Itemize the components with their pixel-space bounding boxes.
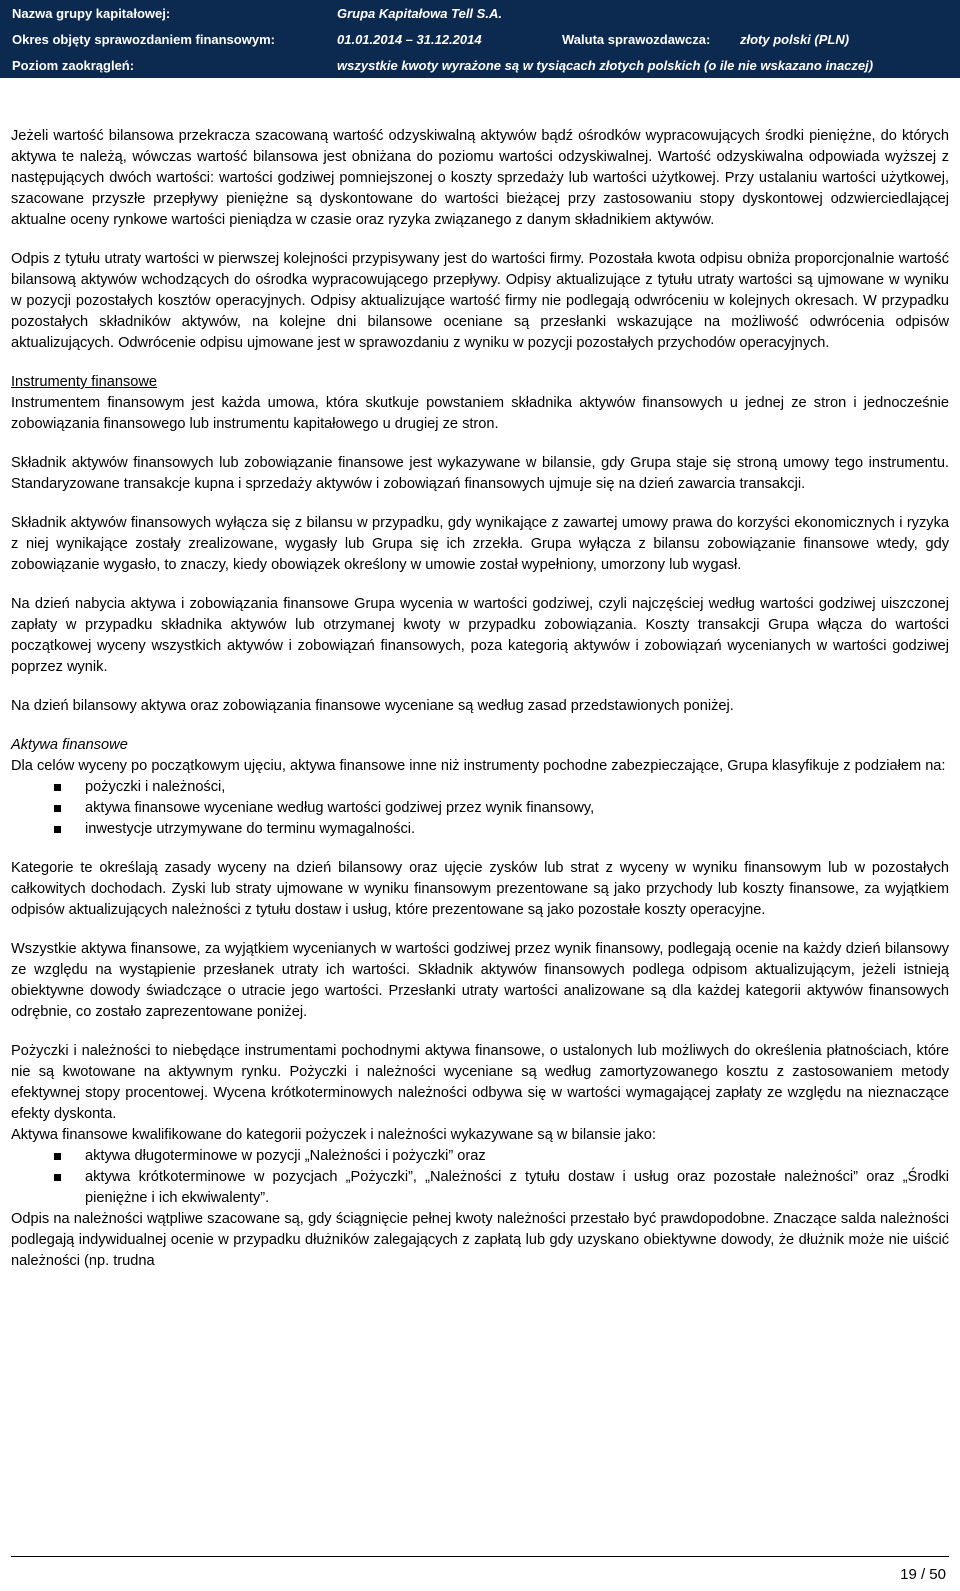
header-row-period [0,28,960,52]
paragraph-loans-receivables: Pożyczki i należności to niebędące instrumentami pochodnymi aktywa finansowe, o ustalonych lub możliwych do określenia płatnościach, które nie są kwotowane na aktywnym rynku. Pożyczki i należności wyceniane są według zamortyzowanego kosztu z zastosowaniem metody efektywnej stopy procentowej. Wycena krótkoterminowych należności odbywa się w wartości wymagającej zapłaty ze względu na nieznaczące efekty dyskonta. [11,1043,949,1122]
document-body [11,126,949,1272]
paragraph-loans-presentation: Aktywa finansowe kwalifikowane do kategorii pożyczek i należności wykazywane są w bilansie jako: [11,1127,656,1143]
page-number: 19 / 50 [900,1566,946,1583]
header-row-rounding [0,54,960,78]
paragraph-balance-date: Na dzień bilansowy aktywa oraz zobowiązania finansowe wyceniane są według zasad przedstawionych poniżej. [11,698,734,714]
rounding-label: Poziom zaokrągleń: [12,58,135,73]
currency-label: Waluta sprawozdawcza: [562,32,711,47]
classification-list [11,777,949,840]
list-item: pożyczki i należności, [11,777,949,798]
period-value: 01.01.2014 – 31.12.2014 [337,32,482,47]
paragraph-initial-measurement: Na dzień nabycia aktywa i zobowiązania finansowe Grupa wycenia w wartości godziwej, czyli najczęściej według wartości godziwej uiszczonej zapłaty w przypadku składnika aktywów lub otrzymanej kwoty w przypadku zobowiązania. Koszty transakcji Grupa włącza do wartości początkowej wyceny wszystkich aktywów i zobowiązań finansowych, poza kategorią aktywów i zobowiązań wycenianych w wartości godziwej poprzez wynik. [11,596,949,675]
section-heading-financial-instruments: Instrumenty finansowe [11,374,158,390]
section-heading-financial-assets: Aktywa finansowe [11,737,128,753]
paragraph-impairment-assessment: Wszystkie aktywa finansowe, za wyjątkiem wycenianych w wartości godziwej przez wynik finansowy, podlegają ocenie na każdy dzień bilansowy ze względu na wystąpienie przesłanek utraty ich wartości. Składnik aktywów finansowych podlega odpisom aktualizującym, jeżeli istnieją obiektywne dowody świadczące o utracie jego wartości. Przesłanki utraty wartości analizowane są dla każdej kategorii aktywów finansowych odrębnie, co zostało zaprezentowane poniżej. [11,941,949,1020]
footer-divider [11,1556,949,1557]
list-item: aktywa finansowe wyceniane według wartości godziwej przez wynik finansowy, [11,798,949,819]
paragraph-derecognition: Składnik aktywów finansowych wyłącza się z bilansu w przypadku, gdy wynikające z zawartej umowy prawa do korzyści ekonomicznych i ryzyka z niej wynikające zostały zrealizowane, wygasły lub Grupa się ich zrzekła. Grupa wyłącza z bilansu zobowiązanie finansowe wtedy, gdy zobowiązanie wygasło, to znaczy, kiedy obowiązek określony w umowie został wypełniony, umorzony lub wygasł. [11,515,949,573]
list-item: aktywa długoterminowe w pozycji „Należności i pożyczki” oraz [11,1146,949,1167]
paragraph-definition: Instrumentem finansowym jest każda umowa, która skutkuje powstaniem składnika aktywów finansowych u jednej ze stron i jednocześnie zobowiązania finansowego lub instrumentu kapitałowego u drugiej ze stron. [11,395,949,432]
list-item: aktywa krótkoterminowe w pozycjach „Pożyczki”, „Należności z tytułu dostaw i usług oraz pozostałe należności” oraz „Środki pieniężne i ich ekwiwalenty”. [11,1167,949,1209]
paragraph-impairment-allocation: Odpis z tytułu utraty wartości w pierwszej kolejności przypisywany jest do wartości firmy. Pozostała kwota odpisu obniża proporcjonalnie wartość bilansową aktywów wchodzących do ośrodka wypracowującego przepływy. Odpisy aktualizujące z tytułu utraty wartości są ujmowane w wyniku w pozycji pozostałych kosztów operacyjnych. Odpisy aktualizujące wartość firmy nie podlegają odwróceniu w kolejnych okresach. W przypadku pozostałych składników aktywów, na kolejne dni bilansowe oceniane są przesłanki wskazujące na możliwość odwrócenia odpisów aktualizujących. Odwrócenie odpisu ujmowane jest w sprawozdaniu z wyniku w pozycji pozostałych przychodów operacyjnych. [11,251,949,351]
period-label: Okres objęty sprawozdaniem finansowym: [12,32,275,47]
paragraph-doubtful-receivables: Odpis na należności wątpliwe szacowane są, gdy ściągnięcie pełnej kwoty należności przestało być prawdopodobne. Znaczące salda należności podlegają indywidualnej ocenie w przypadku dłużników zalegających z zapłatą lub gdy uzyskano obiektywne dowody, że dłużnik może nie uiścić należności (np. trudna [11,1211,949,1269]
rounding-value: wszystkie kwoty wyrażone są w tysiącach złotych polskich (o ile nie wskazano inaczej) [337,58,874,73]
list-item: inwestycje utrzymywane do terminu wymagalności. [11,819,949,840]
paragraph-categories: Kategorie te określają zasady wyceny na dzień bilansowy oraz ujęcie zysków lub strat z wyceny w wyniku finansowym lub w pozostałych całkowitych dochodach. Zyski lub straty ujmowane w wyniku finansowym prezentowane są jako przychody lub koszty finansowe, za wyjątkiem odpisów aktualizujących należności z tytułu dostaw i usług, które prezentowane są jako pozostałe koszty operacyjne. [11,860,949,918]
document-header [0,0,960,78]
paragraph-recognition: Składnik aktywów finansowych lub zobowiązanie finansowe jest wykazywane w bilansie, gdy Grupa staje się stroną umowy tego instrumentu. Standaryzowane transakcje kupna i sprzedaży aktywów i zobowiązań finansowych ujmuje się na dzień zawarcia transakcji. [11,455,949,492]
group-name-value: Grupa Kapitałowa Tell S.A. [337,6,502,21]
presentation-list [11,1146,949,1209]
currency-value: złoty polski (PLN) [740,32,850,47]
group-name-label: Nazwa grupy kapitałowej: [12,6,171,21]
paragraph-impairment: Jeżeli wartość bilansowa przekracza szacowaną wartość odzyskiwalną aktywów bądź ośrodków wypracowujących środki pieniężne, do których aktywa te należą, wówczas wartość bilansowa jest obniżana do poziomu wartości odzyskiwalnej. Wartość odzyskiwalna odpowiada wyższej z następujących dwóch wartości: wartości godziwej pomniejszonej o koszty sprzedaży lub wartości użytkowej. Przy ustalaniu wartości użytkowej, szacowane przyszłe przepływy pieniężne są dyskontowane do wartości bieżącej przy zastosowaniu stopy dyskontowej odzwierciedlającej aktualne oceny rynkowe wartości pieniądza w czasie oraz ryzyka związanego z danym składnikiem aktywów. [11,128,949,228]
header-row-group [0,2,960,26]
paragraph-classification: Dla celów wyceny po początkowym ujęciu, aktywa finansowe inne niż instrumenty pochodne zabezpieczające, Grupa klasyfikuje z podziałem na: [11,758,946,774]
